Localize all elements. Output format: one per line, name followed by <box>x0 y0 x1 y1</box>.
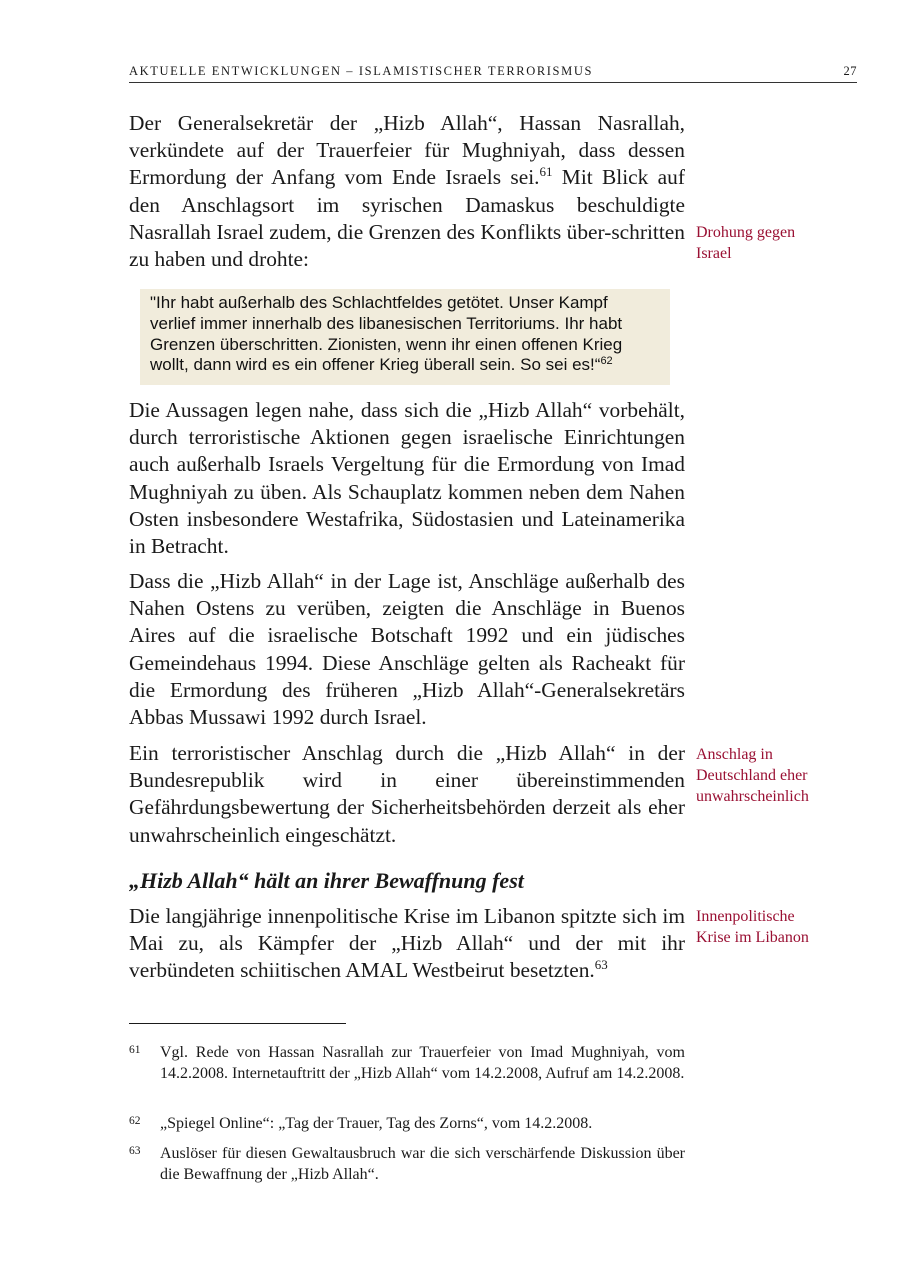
footnote-ref-62[interactable]: 62 <box>600 355 613 368</box>
paragraph-text: Mit Blick auf den Anschlagsort im syrischen Damaskus beschuldigte Nasrallah Israel zudem, die Grenzen des Konflikts über-schritten zu haben und drohte: <box>129 165 685 272</box>
quote-text: "Ihr habt außerhalb des Schlachtfeldes getötet. Unser Kampf verlief immer innerhalb des libanesischen Territoriums. Ihr habt Grenzen überschritten. Zionisten, wenn ihr einen offenen Krieg wollt, dann wird es ein offener Krieg überall sein. So sei es!“ <box>150 293 623 375</box>
paragraph-statements: Die Aussagen legen nahe, dass sich die „Hizb Allah“ vorbehält, durch terroristische Aktionen gegen israelische Einrichtungen auch außerhalb Israels Vergeltung für die Ermordung von Imad Mughniyah zu üben. Als Schauplatz kommen neben dem Nahen Osten insbesondere Westafrika, Südostasien und Lateinamerika in Betracht. <box>129 398 685 559</box>
margin-note-attack-germany: Anschlag in Deutschland eher unwahrscheinlich <box>696 746 809 805</box>
paragraph-germany-threat: Ein terroristischer Anschlag durch die „Hizb Allah“ in der Bundesrepublik wird in einer übereinstimmenden Gefährdungsbewertung der Sicherheitsbehörden derzeit als eher unwahrscheinlich eingeschätzt. <box>129 741 685 847</box>
paragraph-buenos-aires: Dass die „Hizb Allah“ in der Lage ist, Anschläge außerhalb des Nahen Ostens zu verüben, zeigten die Anschläge in Buenos Aires auf die israelische Botschaft 1992 und ein jüdisches Gemeindehaus 1994. Diese Anschläge gelten als Racheakt für die Ermordung des früheren „Hizb Allah“-Generalsekretärs Abbas Mussawi 1992 durch Israel. <box>129 569 685 730</box>
margin-note-lebanon: Innenpolitische Krise im Libanon <box>696 908 809 946</box>
section-heading: „Hizb Allah“ hält an ihrer Bewaffnung fest <box>129 868 524 893</box>
footnote-ref-61[interactable]: 61 <box>539 164 553 180</box>
footnote-text: Auslöser für diesen Gewaltausbruch war die sich verschärfende Diskussion über die Bewaffnung der „Hizb Allah“. <box>160 1145 685 1183</box>
footnote-divider <box>129 1023 346 1024</box>
paragraph-text: Der Generalsekretär der „Hizb Allah“, Hassan Nasrallah, verkündete auf der Trauerfeier für Mughniyah, dass dessen Ermordung der Anfang vom Ende Israels sei. <box>129 111 685 190</box>
page-number: 27 <box>843 64 857 78</box>
paragraph-lebanon-crisis <box>129 903 685 985</box>
header-title: AKTUELLE ENTWICKLUNGEN – ISLAMISTISCHER TERRORISMUS <box>129 64 593 78</box>
quote-box <box>140 289 670 385</box>
running-header <box>129 62 857 83</box>
footnote-text: „Spiegel Online“: „Tag der Trauer, Tag des Zorns“, vom 14.2.2008. <box>160 1115 593 1132</box>
margin-note-threat: Drohung gegen Israel <box>696 224 796 262</box>
footnote-number: 63 <box>129 1145 141 1157</box>
footnote-text: Vgl. Rede von Hassan Nasrallah zur Trauerfeier von Imad Mughniyah, vom 14.2.2008. Internetauftritt der „Hizb Allah“ vom 14.2.2008, Aufruf am 14.2.2008. <box>160 1044 685 1082</box>
paragraph-text: Die langjährige innenpolitische Krise im Libanon spitzte sich im Mai zu, als Kämpfer der „Hizb Allah“ und der mit ihr verbündeten schiitischen AMAL Westbeirut besetzten. <box>129 904 685 983</box>
footnote-number: 62 <box>129 1115 141 1127</box>
paragraph-nasrallah-speech <box>129 110 685 273</box>
footnote-ref-63[interactable]: 63 <box>594 957 608 973</box>
footnote-number: 61 <box>129 1044 141 1056</box>
